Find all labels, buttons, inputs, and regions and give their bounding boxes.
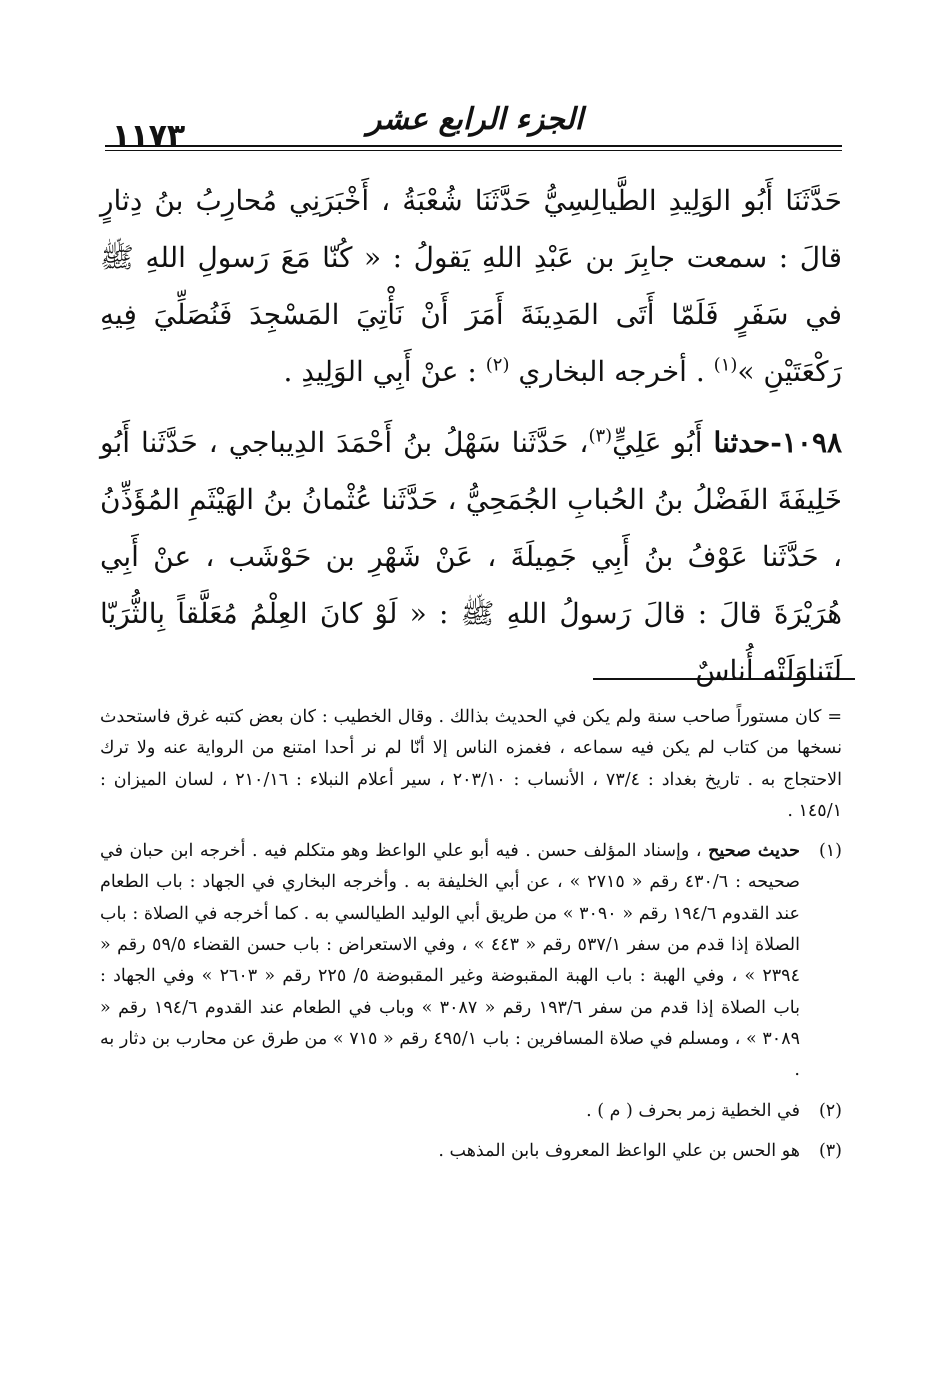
main-text (100, 172, 842, 699)
narrator-text: أَبُو عَلِيٍّ (612, 426, 714, 459)
footnote-text: هو الحس بن علي الواعظ المعروف بابن المذهب . (438, 1140, 800, 1161)
hadith-text: حَدَّثَنَا أَبُو الوَلِيدِ الطَّيالِسِيُّ حَدَّثَنَا شُعْبَةُ ، أَخْبَرَنِي مُحارِبُ بنُ دِثارٍ قالَ : سمعت جابِرَ بن عَبْدِ اللهِ يَقولُ : « كُنّا مَعَ رَسولِ اللهِ ﷺ في سَفَرٍ فَلَمّا أَتَى المَدِينَةَ أَمَرَ أَنْ نَأْتِيَ المَسْجِدَ فَنُصَلِّيَ فِيهِ رَكْعَتَيْنِ » (100, 184, 842, 388)
footnote-ref-2: (٢) (485, 354, 510, 376)
takhrij-end: : عنْ أَبِي الوَلِيدِ . (283, 355, 486, 388)
footnote-3 (100, 1136, 842, 1167)
footnote-separator (593, 678, 855, 680)
footnote-text: في الخطية زمر بحرف ( م ) . (586, 1100, 800, 1121)
footnote-number: (٢) (818, 1100, 842, 1121)
header-rule (105, 145, 842, 147)
footnote-2 (100, 1096, 842, 1127)
footnote-number: (١) (818, 841, 842, 862)
footnote-body (100, 836, 800, 1086)
page-header (0, 92, 942, 154)
footnote-number: (٣) (818, 1140, 842, 1161)
header-rule-thin (105, 150, 842, 151)
haddathana-word: حدثنا (713, 426, 771, 459)
takhrij-text: . أخرجه البخاري (509, 355, 714, 388)
hadith-paragraph-1 (100, 172, 842, 400)
hadith-number: ١٠٩٨- (770, 426, 843, 459)
footnote-text: ، وإسناد المؤلف حسن . فيه أبو علي الواعظ وهو متكلم فيه . أخرجه ابن حبان في صحيحه : ٤٣٠/٦ رقم « ٢٧١٥ » ، عن أبي الخليفة به . وأخرجه البخاري في الجهاد : باب الطعام عند القدوم ١٩٤/٦ رقم « ٣٠٩٠ » من طريق أبي الوليد الطيالسي به . كما أخرجه في الصلاة : باب الصلاة إذا قدم من سفر ٥٣٧/١ رقم « ٤٤٣ » ، وفي الاستعراض : باب حسن القضاء ٥٩/٥ رقم « ٢٣٩٤ » ، وفي الهبة : باب الهبة المقبوضة وغير المقبوضة ٥/ ٢٢٥ رقم « ٢٦٠٣ » وفي الجهاد : باب الصلاة إذا قدم من سفر ١٩٣/٦ رقم « ٣٠٨٧ » وباب في الطعام عند القدوم ١٩٤/٦ رقم « ٣٠٨٩ » ، ومسلم في صلاة المسافرين : باب ٤٩٥/١ رقم « ٧١٥ » من طرق عن محارب بن دثار به . (100, 841, 801, 1081)
running-title: الجزء الرابع عشر (366, 102, 584, 137)
footnote-ref-1: (١) (713, 354, 738, 376)
hadith-paragraph-2 (100, 414, 842, 699)
footnote-continuation: = كان مستوراً صاحب سنة ولم يكن في الحديث بذالك . وقال الخطيب : كان بعض كتبه غرق فاستحدث نسخها من كتاب لم يكن فيه سماعه ، فغمزه الناس إلا أنّا لم نر أحدا امتنع من الرواية عنه ولا ترك الاحتجاج به . تاريخ بغداد : ٧٣/٤ ، الأنساب : ٢٠٣/١٠ ، سير أعلام النبلاء : ٢١٠/١٦ ، لسان الميزان : ١٤٥/١ . (100, 707, 842, 821)
footnotes (100, 702, 842, 1176)
page-number: ١١٧٣ (112, 118, 186, 153)
footnote-1 (100, 836, 842, 1086)
hadith-text-2: ، حَدَّثَنا سَهْلُ بنُ أَحْمَدَ الدِيباجي ، حَدَّثَنا أَبُو خَلِيفَةَ الفَضْلُ بنُ الحُبابِ الجُمَحِيُّ ، حَدَّثَنا عُثْمانُ بنُ الهَيْثَمِ المُؤَذِّنُ ، حَدَّثَنا عَوْفُ بنُ أَبِي جَمِيلَةَ ، عَنْ شَهْرِ بن حَوْشَب ، عنْ أَبِي هُرَيْرَةَ قالَ : قالَ رَسولُ اللهِ ﷺ : « لَوْ كانَ العِلْمُ مُعَلَّقاً بِالثُّرَيّا لَتَناوَلَتْه أُناسٌ (100, 426, 842, 687)
footnote-lead: حديث صحيح (708, 841, 800, 862)
footnote-ref-3: (٣) (588, 425, 613, 447)
